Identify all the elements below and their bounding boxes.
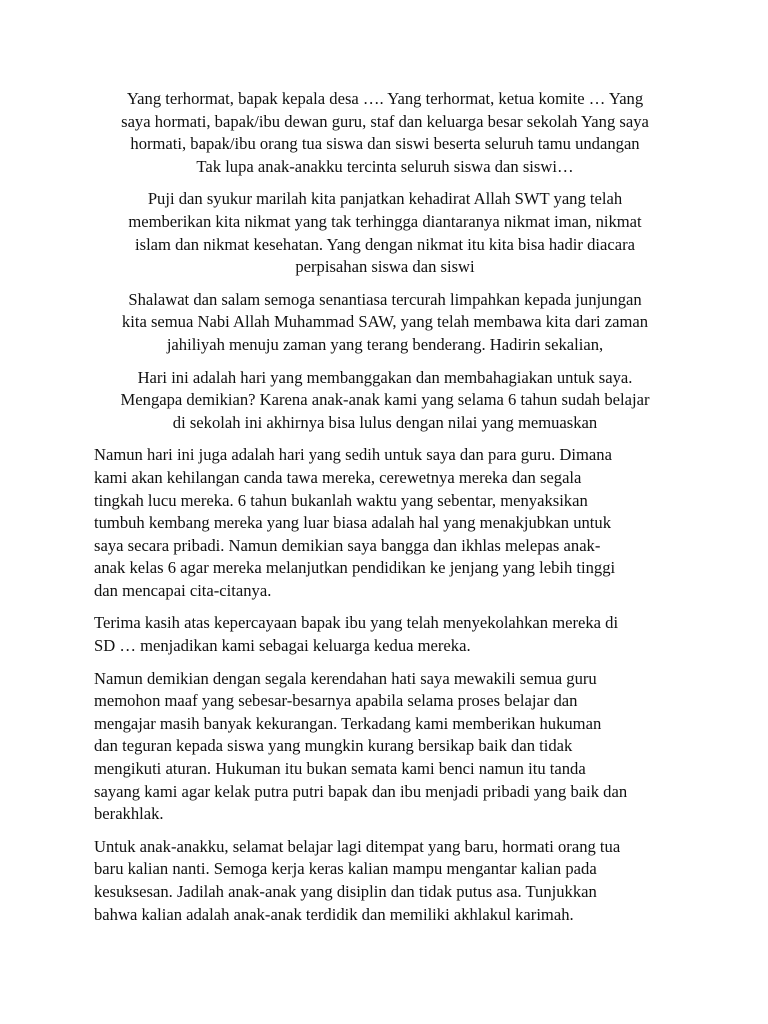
paragraph-thanks: Terima kasih atas kepercayaan bapak ibu yang telah menyekolahkan mereka di SD … menjadikan kami sebagai keluarga kedua mereka. [94,613,619,656]
paragraph-praise: Puji dan syukur marilah kita panjatkan kehadirat Allah SWT yang telah memberikan kita nikmat yang tak terhingga diantaranya nikmat iman, nikmat islam dan nikmat kesehatan. Yang dengan nikmat itu kita bisa hadir diacara perpisahan siswa dan siswi [128,189,642,277]
paragraph-shalawat: Shalawat dan salam semoga senantiasa tercurah limpahkan kepada junjungan kita semua Nabi Allah Muhammad SAW, yang telah membawa kita dari zaman jahiliyah menuju zaman yang terang benderang. Hadirin sekalian, [121,289,649,354]
paragraph-greeting: Yang terhormat, bapak kepala desa …. Yang terhormat, ketua komite … Yang saya hormati, bapak/ibu dewan guru, staf dan keluarga besar sekolah Yang saya hormati, bapak/ibu orang tua siswa dan siswi beserta seluruh tamu undangan Tak lupa anak-anakku tercinta seluruh siswa dan siswi… [121,89,649,176]
paragraph-apology: Namun demikian dengan segala kerendahan hati saya mewakili semua guru memohon maaf yang sebesar-besarnya apabila selama proses belajar dan mengajar masih banyak kekurangan. Terkadang kami memberikan hukuman dan teguran kepada siswa yang mungkin kurang bersikap baik dan tidak mengikuti aturan. Hukuman itu bukan semata kami benci namun itu tanda sayang kami agar kelak putra putri bapak dan ibu menjadi pribadi yang baik dan berakhlak. [94,668,628,824]
paragraph-sad-day: Namun hari ini juga adalah hari yang sedih untuk saya dan para guru. Dimana kami akan kehilangan canda tawa mereka, cerewetnya mereka dan segala tingkah lucu mereka. 6 tahun bukanlah waktu yang sebentar, menyaksikan tumbuh kembang mereka yang luar biasa adalah hal yang menakjubkan untuk saya secara pribadi. Namun demikian saya bangga dan ikhlas melepas anak- anak kelas 6 agar mereka melanjutkan pendidikan ke jenjang yang lebih tinggi dan mencapai cita-citanya. [94,445,616,600]
document-body [94,88,676,936]
paragraph-message-students: Untuk anak-anakku, selamat belajar lagi ditempat yang baru, hormati orang tua baru kalian nanti. Semoga kerja keras kalian mampu mengantar kalian pada kesuksesan. Jadilah anak-anak yang disiplin dan tidak putus asa. Tunjukkan bahwa kalian adalah anak-anak terdidik dan memiliki akhlakul karimah. [94,836,621,924]
paragraph-proud-day: Hari ini adalah hari yang membanggakan dan membahagiakan untuk saya. Mengapa demikian? Karena anak-anak kami yang selama 6 tahun sudah belajar di sekolah ini akhirnya bisa lulus dengan nilai yang memuaskan [120,367,650,432]
